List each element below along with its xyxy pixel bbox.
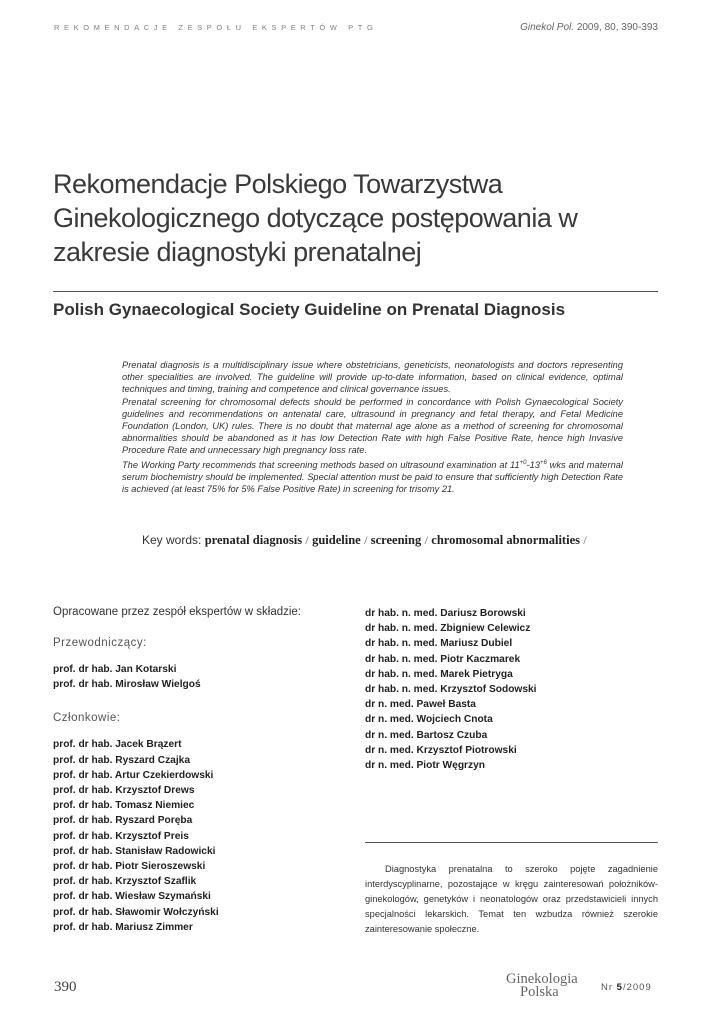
member-name: prof. dr hab. Krzysztof Preis — [53, 830, 189, 842]
member-name: dr n. med. Krzysztof Piotrowski — [365, 744, 517, 756]
member-name: dr hab. n. med. Krzysztof Sodowski — [365, 684, 537, 696]
abstract — [122, 359, 623, 495]
member-name: prof. dr hab. Ryszard Poręba — [53, 815, 193, 827]
member-name: prof. dr hab. Krzysztof Drews — [53, 785, 195, 797]
chair-name: prof. dr hab. Mirosław Wielgoś — [53, 679, 201, 691]
title-divider — [53, 291, 658, 292]
member-name: dr n. med. Paweł Basta — [365, 699, 476, 711]
members-label: Członkowie: — [53, 712, 121, 725]
member-name: dr hab. n. med. Piotr Kaczmarek — [365, 653, 521, 665]
title-english: Polish Gynaecological Society Guideline on Prenatal Diagnosis — [53, 300, 566, 319]
chair-name: prof. dr hab. Jan Kotarski — [53, 664, 177, 675]
issue-number: 5 — [616, 982, 623, 993]
member-name: dr hab. n. med. Mariusz Dubiel — [365, 638, 513, 650]
members-list-right — [365, 606, 665, 773]
keyword-separator: / — [583, 533, 587, 547]
keyword: prenatal diagnosis — [204, 533, 303, 547]
citation-details: 2009, 80, 390-393 — [576, 22, 658, 33]
member-name: prof. dr hab. Stanisław Radowicki — [53, 845, 216, 857]
abstract-paragraph-2: Prenatal screening for chromosomal defects should be performed in concordance with Polish Gynaecological Society guidelines and recommendations on antenatal care, ultrasound in pregnancy and fetal therapy, and Fetal Medicine Foundation (London, UK) rules. There is no doubt that maternal age alone as a method of screening for chromosomal abnormalities should be abandoned as it has low Detection Rate with high False Positive Rate, hence high Invasive Procedure Rate and unnecessary high pregnancy loss rate. — [122, 396, 623, 456]
member-name: prof. dr hab. Artur Czekierdowski — [53, 769, 214, 781]
member-name: dr n. med. Piotr Węgrzyn — [365, 760, 485, 772]
abstract-paragraph-3: The Working Party recommends that screening methods based on ultrasound examination at $11^{+0}-13^{+6}$ wks and maternal serum biochemistry should be implemented. Special attention must be paid to ensure that sufficiently high Detection Rate is achieved (at least 75% for 5% False Positive Rate) in screening for trisomy 21. — [122, 459, 623, 495]
journal-citation — [520, 22, 658, 33]
keyword: screening — [370, 533, 422, 547]
issue-info — [601, 982, 652, 993]
keyword: guideline — [312, 533, 361, 547]
team-left-column — [53, 606, 343, 935]
member-name: dr hab. n. med. Dariusz Borowski — [365, 608, 526, 619]
prepared-by-heading: Opracowane przez zespół ekspertów w składzie: — [53, 606, 302, 618]
keywords-label: Key words: — [142, 533, 202, 547]
member-name: prof. dr hab. Piotr Sieroszewski — [53, 861, 206, 873]
journal-logo — [506, 973, 578, 999]
running-head: REKOMENDACJE ZESPOŁU EKSPERTÓW PTG — [54, 23, 378, 32]
abstract-paragraph-1: Prenatal diagnosis is a multidisciplinary issue where obstetricians, geneticists, neonatologists and doctors representing other specialities are involved. The guideline will provide up-to-date information, based on clinical evidence, optimal techniques and timing, training and competence and clinical governance issues. — [122, 360, 623, 395]
journal-name: Ginekol Pol. — [520, 22, 575, 33]
issue-label: Nr — [601, 982, 614, 993]
member-name: dr n. med. Wojciech Cnota — [365, 714, 493, 726]
member-name: dr n. med. Bartosz Czuba — [365, 729, 488, 741]
keyword: chromosomal abnormalities — [431, 533, 580, 547]
keywords — [142, 533, 587, 548]
member-name: dr hab. n. med. Zbigniew Celewicz — [365, 623, 531, 635]
member-name: prof. dr hab. Ryszard Czajka — [53, 754, 190, 766]
logo-line-2: Polska — [520, 984, 559, 1000]
issue-year: /2009 — [622, 982, 652, 993]
keyword-separator: / — [364, 533, 368, 547]
member-name: prof. dr hab. Krzysztof Szaflik — [53, 876, 197, 888]
title-polish: Rekomendacje Polskiego Towarzystwa Ginekologicznego dotyczące postępowania w zakresie diagnostyki prenatalnej — [53, 169, 578, 267]
member-name: prof. dr hab. Tomasz Niemiec — [53, 800, 195, 812]
members-list — [53, 737, 343, 935]
member-name: prof. dr hab. Sławomir Wołczyński — [53, 906, 219, 918]
intro-divider — [365, 842, 658, 843]
chairs-list — [53, 662, 343, 692]
keyword-separator: / — [305, 533, 309, 547]
keyword-separator: / — [424, 533, 428, 547]
member-name: prof. dr hab. Mariusz Zimmer — [53, 921, 193, 933]
member-name: prof. dr hab. Jacek Brązert — [53, 739, 182, 751]
intro-paragraph: Diagnostyka prenatalna to szeroko pojęte zagadnienie interdyscyplinarne, pozostające w kręgu zainteresowań położników-ginekologów, genetyków i neonatologów oraz przedstawicieli innych specjalności lekarskich. Temat ten wzbudza również szerokie zainteresowanie społeczne. — [365, 864, 658, 934]
page-number: 390 — [54, 979, 77, 995]
member-name: dr hab. n. med. Marek Pietryga — [365, 668, 513, 680]
team-right-column — [365, 606, 665, 773]
member-name: prof. dr hab. Wiesław Szymański — [53, 891, 211, 903]
chairs-label: Przewodniczący: — [53, 637, 147, 649]
logo-line-1: Ginekologia — [506, 971, 578, 987]
